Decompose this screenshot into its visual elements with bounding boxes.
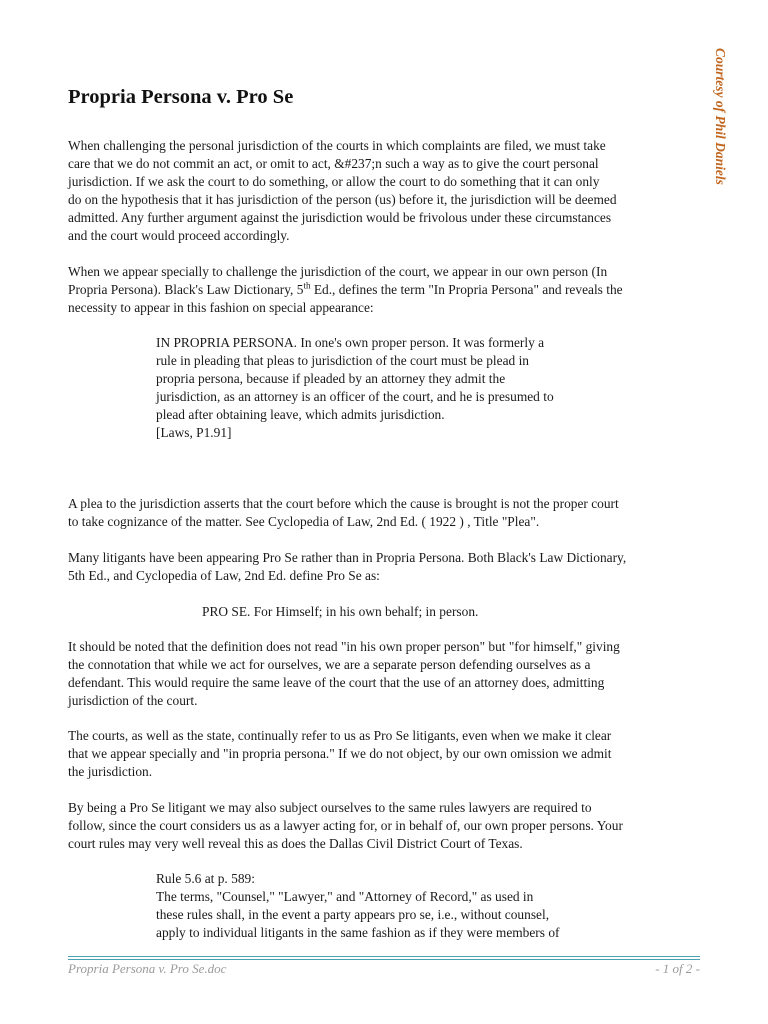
- paragraph-special-appearance: [68, 263, 700, 317]
- text-line: The courts, as well as the state, continually refer to us as Pro Se litigants, even when we make it clear: [68, 728, 612, 743]
- text-line: jurisdiction of the court.: [68, 693, 198, 708]
- quote-line: jurisdiction, as an attorney is an officer of the court, and he is presumed to: [156, 389, 554, 404]
- text-line: necessity to appear in this fashion on special appearance:: [68, 300, 374, 315]
- text-line: [68, 281, 700, 299]
- text-line: jurisdiction. If we ask the court to do something, or allow the court to do something that it can only: [68, 174, 600, 189]
- quote-line: apply to individual litigants in the same fashion as if they were members of: [156, 925, 560, 940]
- quote-line: IN PROPRIA PERSONA. In one's own proper person. It was formerly a: [156, 335, 545, 350]
- text-line: By being a Pro Se litigant we may also subject ourselves to the same rules lawyers are required to: [68, 800, 592, 815]
- paragraph-pro-se-litigants: [68, 549, 700, 585]
- text-line: When challenging the personal jurisdiction of the courts in which complaints are filed, we must take: [68, 138, 606, 153]
- text-line: admitted. Any further argument against the jurisdiction would be frivolous under these circumstances: [68, 210, 612, 225]
- footer-divider: [68, 956, 700, 957]
- quote-line: Rule 5.6 at p. 589:: [156, 871, 255, 886]
- paragraph-court-rules: [68, 799, 700, 853]
- paragraph-jurisdiction-intro: [68, 137, 700, 245]
- paragraph-definition-note: [68, 638, 700, 710]
- pro-se-definition: PRO SE. For Himself; in his own behalf; in person.: [202, 604, 479, 619]
- text-segment: Propria Persona). Black's Law Dictionary, 5: [68, 282, 304, 297]
- quote-line: these rules shall, in the event a party appears pro se, i.e., without counsel,: [156, 907, 550, 922]
- text-line: 5th Ed., and Cyclopedia of Law, 2nd Ed. define Pro Se as:: [68, 568, 380, 583]
- paragraph-plea: [68, 495, 700, 531]
- footer-filename: Propria Persona v. Pro Se.doc: [68, 961, 227, 976]
- document-title: Propria Persona v. Pro Se: [68, 86, 294, 108]
- text-line: court rules may very well reveal this as does the Dallas Civil District Court of Texas.: [68, 836, 523, 851]
- text-segment: Ed., defines the term "In Propria Persona" and reveals the: [310, 282, 623, 297]
- text-line: Many litigants have been appearing Pro Se rather than in Propria Persona. Both Black's Law Dictionary,: [68, 550, 627, 565]
- quote-line: plead after obtaining leave, which admits jurisdiction.: [156, 407, 445, 422]
- footer-page-number: - 1 of 2 -: [655, 961, 700, 976]
- text-line: When we appear specially to challenge the jurisdiction of the court, we appear in our own person (In: [68, 264, 608, 279]
- text-line: care that we do not commit an act, or omit to act, &#237;n such a way as to give the court personal: [68, 156, 599, 171]
- text-line: and the court would proceed accordingly.: [68, 228, 290, 243]
- paragraph-courts-refer: [68, 727, 700, 781]
- text-line: It should be noted that the definition does not read "in his own proper person" but "for himself," giving: [68, 639, 620, 654]
- block-quote-propria-persona: [156, 334, 626, 442]
- text-line: follow, since the court considers us as a lawyer acting for, or in behalf of, our own proper persons. Your: [68, 818, 623, 833]
- text-line: the connotation that while we act for ourselves, we are a separate person defending ourselves as a: [68, 657, 591, 672]
- quote-line: The terms, "Counsel," "Lawyer," and "Attorney of Record," as used in: [156, 889, 534, 904]
- text-line: that we appear specially and "in propria persona." If we do not object, by our own omission we admit: [68, 746, 612, 761]
- text-line: the jurisdiction.: [68, 764, 153, 779]
- footer-divider-secondary: [68, 959, 700, 960]
- quote-line: rule in pleading that pleas to jurisdiction of the court must be plead in: [156, 353, 529, 368]
- quote-line: [Laws, P1.91]: [156, 425, 232, 440]
- text-line: A plea to the jurisdiction asserts that the court before which the cause is brought is not the proper court: [68, 496, 619, 511]
- text-line: do on the hypothesis that it has jurisdiction of the person (us) before it, the jurisdiction will be deemed: [68, 192, 617, 207]
- quote-line: propria persona, because if pleaded by an attorney they admit the: [156, 371, 506, 386]
- block-quote-rule-5-6: [156, 870, 626, 942]
- superscript: th: [303, 280, 311, 291]
- text-line: to take cognizance of the matter. See Cyclopedia of Law, 2nd Ed. ( 1922 ) , Title "Plea".: [68, 514, 540, 529]
- text-line: defendant. This would require the same leave of the court that the use of an attorney does, admitting: [68, 675, 605, 690]
- courtesy-side-note: Courtesy of Phil Daniels: [713, 48, 728, 185]
